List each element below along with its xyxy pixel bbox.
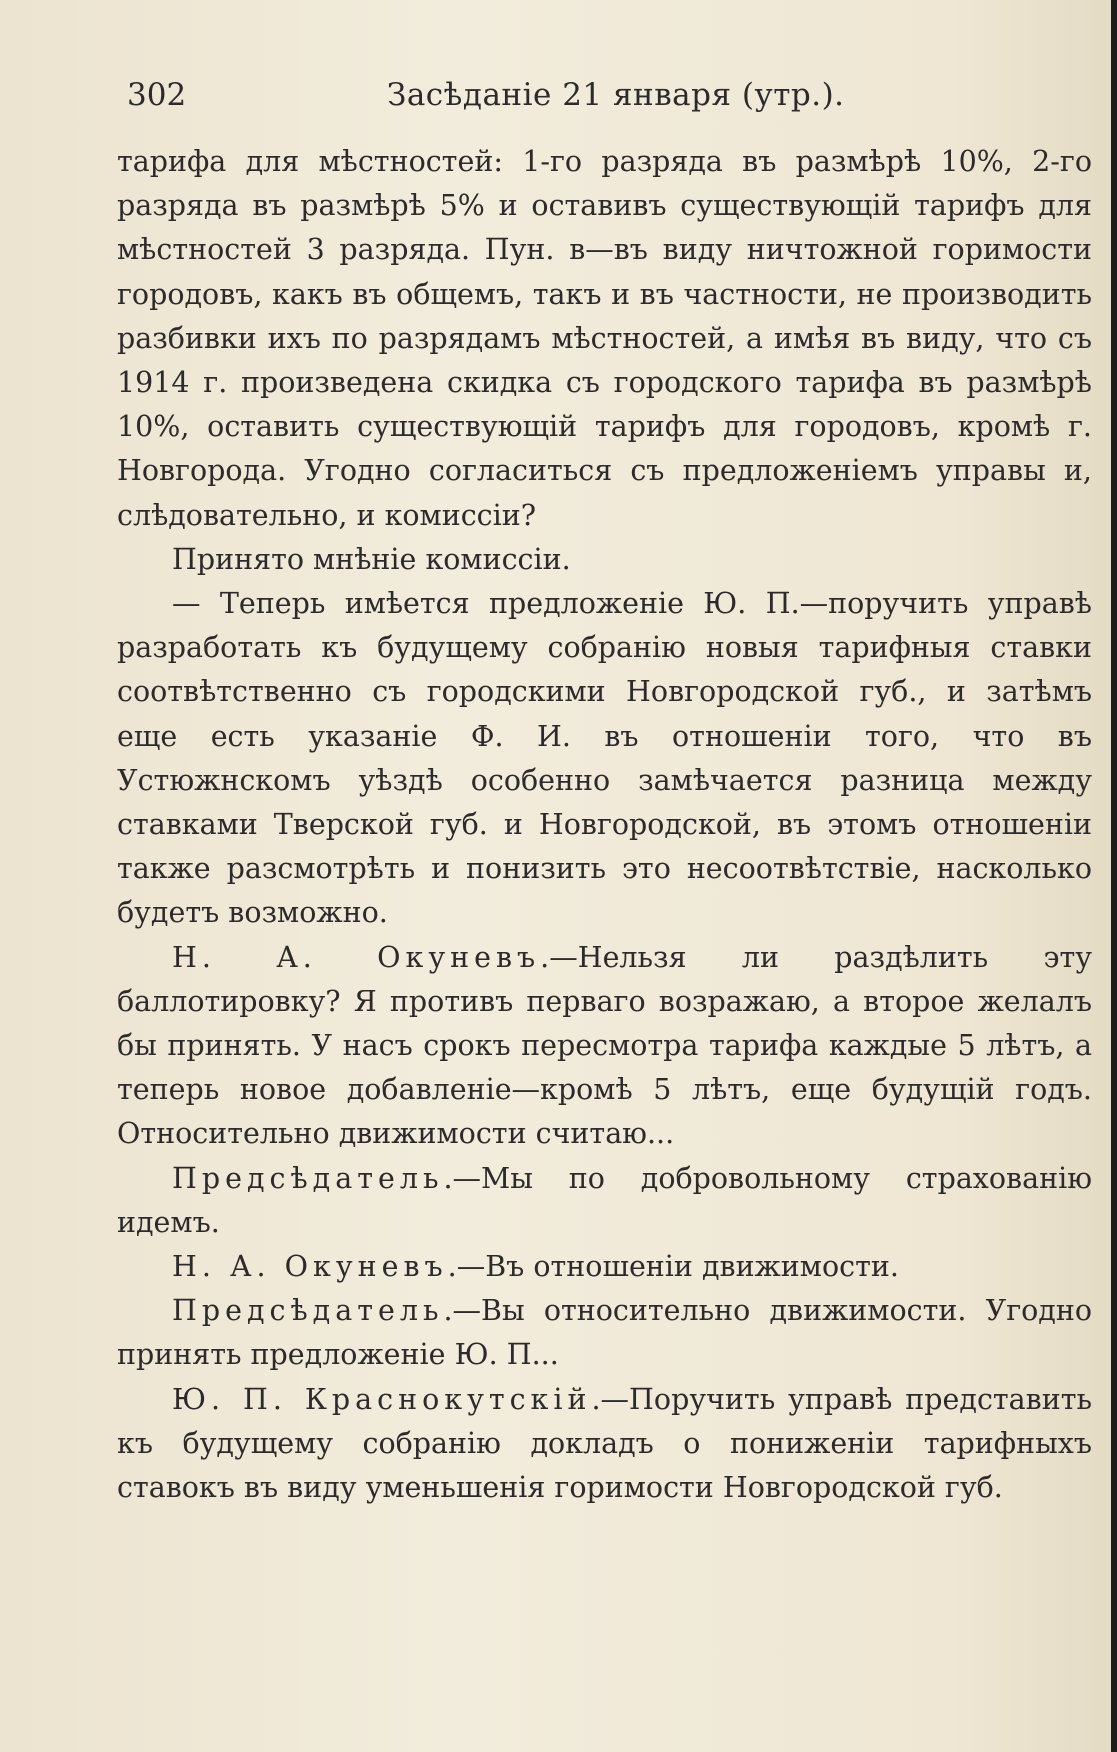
speaker-name: Н. А. Окуневъ	[172, 1250, 448, 1284]
body-text	[117, 140, 1092, 1510]
paragraph-text: — Теперь имѣется предложеніе Ю. П.—поручить управѣ разработать къ будущему собранію новыя тарифныя ставки соотвѣтственно съ городскими Новгородской губ., и затѣмъ еще есть указаніе Ф. И. въ отношеніи того, что въ Устюжнскомъ уѣздѣ особенно замѣчается разница между ставками Тверской губ. и Новгородской, въ этомъ отношеніи также разсмотрѣть и понизить это несоотвѣтствіе, насколько будетъ возможно.	[117, 587, 1092, 930]
paragraph-text: .—Вы относительно движимости. Угодно принять предложеніе Ю. П...	[117, 1294, 1092, 1372]
paragraph	[117, 538, 1092, 582]
page-header	[117, 70, 1057, 120]
speaker-name: Ю. П. Краснокутскій	[172, 1382, 592, 1416]
paragraph	[117, 1289, 1092, 1377]
speaker-name: Предсѣдатель	[172, 1161, 444, 1195]
paragraph-text: .—Нельзя ли раздѣлить эту баллотировку? Я противъ перваго возражаю, а второе желалъ бы принять. У насъ срокъ пересмотра тарифа каждые 5 лѣтъ, а теперь новое добавленіе—кромѣ 5 лѣтъ, еще будущій годъ. Относительно движимости считаю...	[117, 940, 1092, 1151]
paragraph	[117, 1245, 1092, 1289]
paragraph-text: .—Мы по добровольному страхованію идемъ.	[117, 1161, 1092, 1239]
paragraph	[117, 1378, 1092, 1511]
paragraph-text: .—Поручить управѣ представить къ будущему собранію докладъ о пониженіи тарифныхъ ставокъ въ виду уменьшенія горимости Новгородской губ.	[117, 1382, 1092, 1505]
paragraph	[117, 936, 1092, 1157]
paragraph-text: .—Въ отношеніи движимости.	[447, 1250, 899, 1284]
page-edge-shadow	[1111, 0, 1117, 1752]
running-title: Засѣданіе 21 января (утр.).	[387, 77, 845, 113]
paragraph	[117, 140, 1092, 538]
paragraph	[117, 1157, 1092, 1245]
speaker-name: Предсѣдатель	[172, 1294, 444, 1328]
speaker-name: Н. А. Окуневъ	[172, 940, 541, 974]
paragraph-text: тарифа для мѣстностей: 1-го разряда въ размѣрѣ 10%, 2-го разряда въ размѣрѣ 5% и оставивъ существующій тарифъ для мѣстностей 3 разряда. Пун. в—въ виду ничтожной горимости городовъ, какъ въ общемъ, такъ и въ частности, не производить разбивки ихъ по разрядамъ мѣстностей, а имѣя въ виду, что съ 1914 г. произведена скидка съ городского тарифа въ размѣрѣ 10%, оставить существующій тарифъ для городовъ, кромѣ г. Новгорода. Угодно согласиться съ предложеніемъ управы и, слѣдовательно, и комиссіи?	[117, 145, 1092, 532]
paragraph-text: Принято мнѣніе комиссіи.	[172, 542, 571, 576]
page-number: 302	[127, 77, 187, 113]
paragraph	[117, 582, 1092, 936]
